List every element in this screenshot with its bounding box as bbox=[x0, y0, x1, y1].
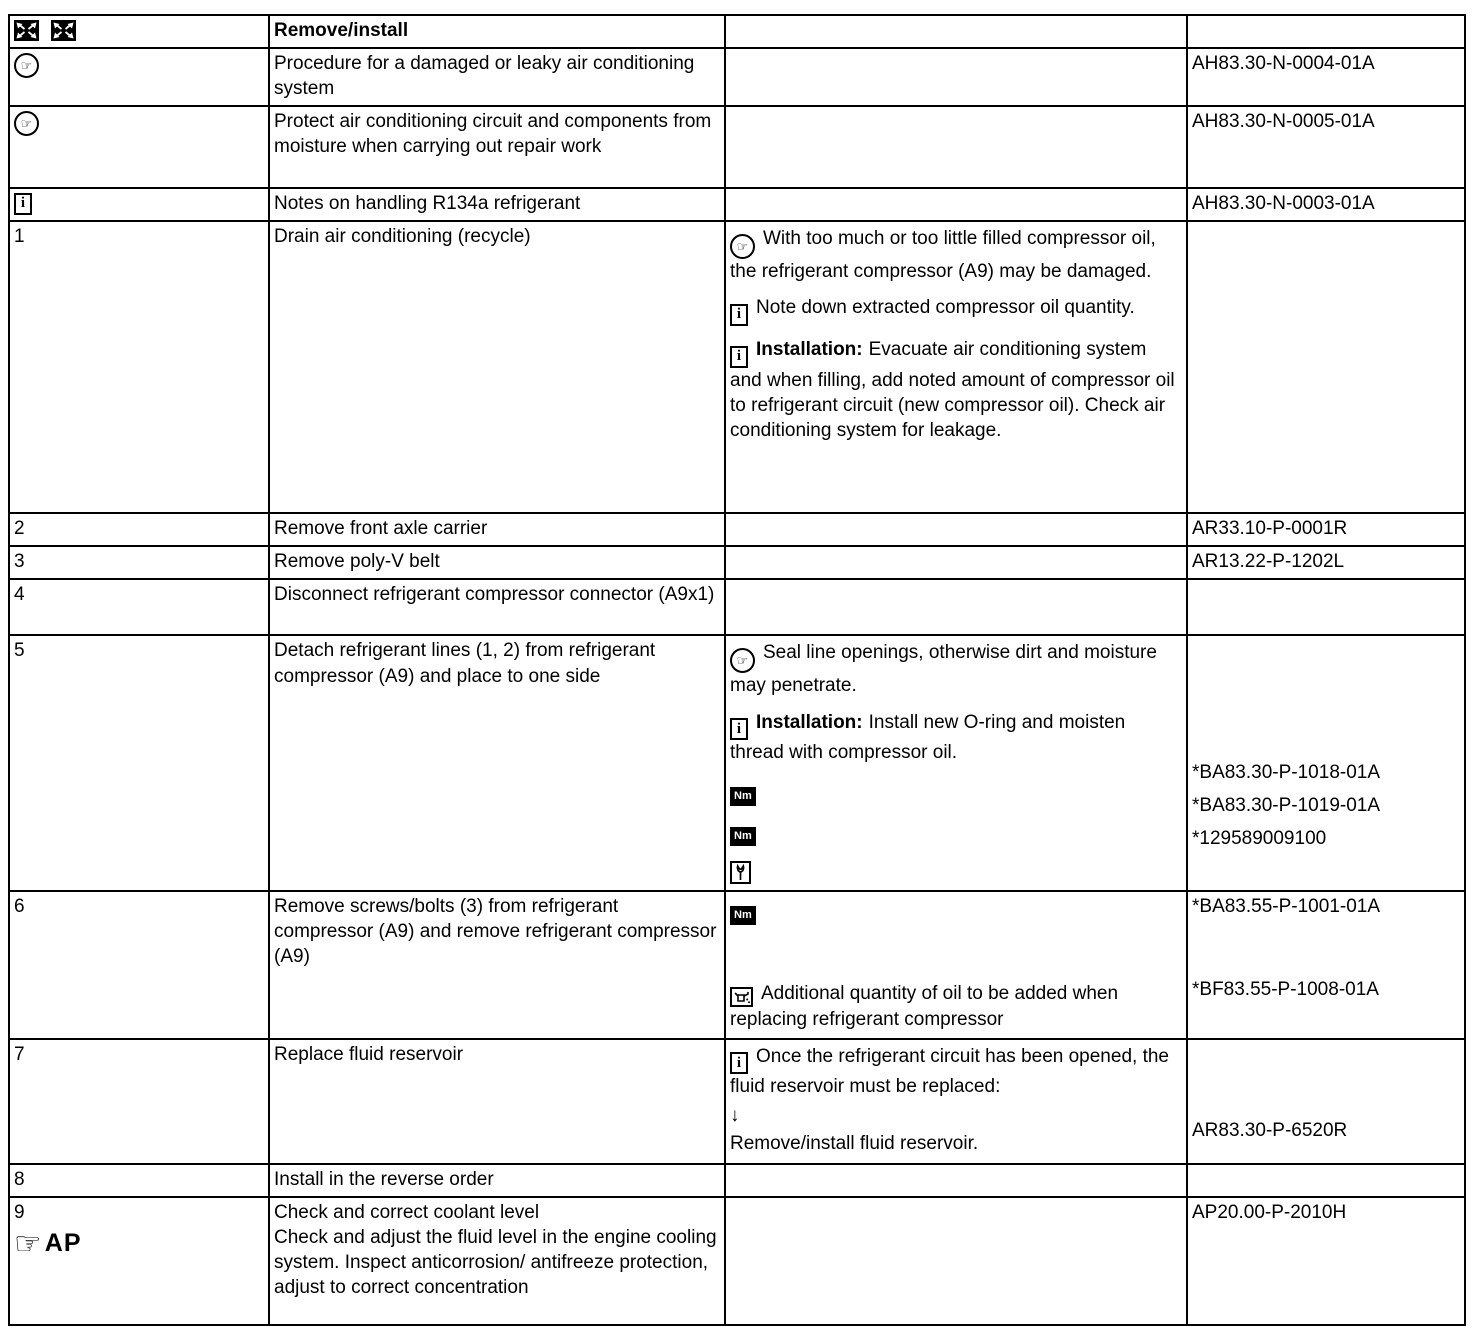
info-icon: i bbox=[730, 1052, 748, 1074]
notes-cell bbox=[725, 1039, 1187, 1164]
table-row bbox=[9, 15, 1465, 48]
refs-cell bbox=[1187, 221, 1465, 513]
task-cell bbox=[269, 513, 725, 546]
note bbox=[730, 640, 1181, 698]
task-text bbox=[274, 1042, 719, 1067]
note bbox=[730, 337, 1181, 443]
document-ref[interactable]: *BA83.30-P-1019-01A bbox=[1192, 795, 1381, 817]
step-number bbox=[14, 582, 263, 607]
pointing-hand-warning-icon: ☞ bbox=[14, 53, 39, 78]
task-line: Protect air conditioning circuit and components from moisture when carrying out repair work bbox=[274, 111, 712, 158]
note bbox=[730, 1131, 1181, 1156]
table-row bbox=[9, 188, 1465, 221]
note bbox=[730, 777, 1181, 806]
refs-cell bbox=[1187, 48, 1465, 106]
note bbox=[730, 226, 1181, 284]
info-icon: i bbox=[730, 718, 748, 740]
step-cell bbox=[9, 891, 269, 1039]
document-ref[interactable]: AR33.10-P-0001R bbox=[1192, 518, 1348, 540]
step-icons bbox=[14, 20, 263, 41]
note-text: Additional quantity of oil to be added when replacing refrigerant compressor bbox=[730, 982, 1119, 1030]
refs-cell bbox=[1187, 513, 1465, 546]
task-line: Notes on handling R134a refrigerant bbox=[274, 193, 581, 215]
notes-cell bbox=[725, 546, 1187, 579]
document-ref[interactable]: AH83.30-N-0003-01A bbox=[1192, 193, 1375, 215]
step-cell bbox=[9, 106, 269, 188]
note bbox=[730, 896, 1181, 925]
refs-cell bbox=[1187, 1039, 1465, 1164]
step-icons bbox=[14, 53, 263, 78]
note-text: Remove/install fluid reservoir. bbox=[730, 1132, 979, 1154]
step-cell bbox=[9, 188, 269, 221]
special-tool-icon bbox=[730, 861, 751, 884]
notes-cell bbox=[725, 1197, 1187, 1325]
notes-cell bbox=[725, 106, 1187, 188]
note bbox=[730, 857, 1181, 884]
task-text bbox=[274, 549, 719, 574]
step-number-text: 9 bbox=[14, 1201, 25, 1223]
ap-label[interactable]: AP bbox=[44, 1228, 82, 1257]
table-row bbox=[9, 579, 1465, 635]
document-ref[interactable]: AR83.30-P-6520R bbox=[1192, 1119, 1348, 1141]
note bbox=[730, 1044, 1181, 1100]
document-ref[interactable]: AP20.00-P-2010H bbox=[1192, 1201, 1347, 1223]
task-line: Remove screws/bolts (3) from refrigerant compressor (A9) and remove refrigerant compressor (A9) bbox=[274, 895, 717, 967]
task-text bbox=[274, 516, 719, 541]
note bbox=[730, 295, 1181, 326]
step-number-text: 1 bbox=[14, 226, 25, 248]
step-number bbox=[14, 1167, 263, 1192]
step-number-text: 2 bbox=[14, 518, 25, 540]
step-number-text: 5 bbox=[14, 640, 25, 662]
note bbox=[730, 1103, 1181, 1128]
step-cell bbox=[9, 513, 269, 546]
step-cell bbox=[9, 1197, 269, 1325]
step-number bbox=[14, 549, 263, 574]
pointing-hand-warning-icon: ☞ bbox=[730, 234, 755, 259]
task-text bbox=[274, 191, 719, 216]
document-ref[interactable]: AR13.22-P-1202L bbox=[1192, 551, 1345, 573]
task-text bbox=[274, 1167, 719, 1192]
document-ref[interactable]: AH83.30-N-0004-01A bbox=[1192, 53, 1375, 75]
expand-arrows-icon[interactable] bbox=[51, 20, 76, 41]
info-icon: i bbox=[730, 304, 748, 326]
note bbox=[730, 817, 1181, 846]
document-ref[interactable]: AH83.30-N-0005-01A bbox=[1192, 111, 1375, 133]
note-text: With too much or too little filled compressor oil, the refrigerant compressor (A9) may be damaged. bbox=[730, 228, 1156, 283]
task-cell bbox=[269, 221, 725, 513]
step-icons bbox=[14, 1227, 263, 1260]
notes-cell bbox=[725, 635, 1187, 890]
task-text bbox=[274, 51, 719, 101]
task-text bbox=[274, 1200, 719, 1300]
table-row bbox=[9, 546, 1465, 579]
note-text: Note down extracted compressor oil quantity. bbox=[756, 297, 1135, 319]
task-line: Drain air conditioning (recycle) bbox=[274, 226, 531, 248]
step-cell bbox=[9, 1164, 269, 1197]
note-text: Once the refrigerant circuit has been opened, the fluid reservoir must be replaced: bbox=[730, 1045, 1169, 1098]
task-text bbox=[274, 109, 719, 159]
task-line: Check and adjust the fluid level in the engine cooling system. Inspect anticorrosion/ antifreeze protection, adjust to correct concentration bbox=[274, 1226, 717, 1299]
notes-cell bbox=[725, 15, 1187, 48]
task-cell bbox=[269, 1197, 725, 1325]
pointing-hand-warning-icon: ☞ bbox=[730, 648, 755, 673]
note-text: Evacuate air conditioning system and when filling, add noted amount of compressor oil to refrigerant circuit (new compressor oil). Check air conditioning system for leakage. bbox=[730, 339, 1175, 442]
refs-cell bbox=[1187, 188, 1465, 221]
notes-cell bbox=[725, 221, 1187, 513]
notes-cell bbox=[725, 48, 1187, 106]
refs-cell bbox=[1187, 546, 1465, 579]
info-icon: i bbox=[14, 193, 32, 215]
notes-cell bbox=[725, 513, 1187, 546]
note-text: Seal line openings, otherwise dirt and moisture may penetrate. bbox=[730, 642, 1157, 697]
document-ref[interactable]: *BA83.30-P-1018-01A bbox=[1192, 762, 1381, 784]
table-row bbox=[9, 221, 1465, 513]
task-cell bbox=[269, 546, 725, 579]
task-line: Remove front axle carrier bbox=[274, 518, 488, 540]
step-cell bbox=[9, 15, 269, 48]
notes-cell bbox=[725, 188, 1187, 221]
task-cell bbox=[269, 891, 725, 1039]
document-ref[interactable]: *BF83.55-P-1008-01A bbox=[1192, 978, 1379, 1000]
task-text bbox=[274, 894, 719, 969]
refs-cell bbox=[1187, 579, 1465, 635]
step-number-text: 6 bbox=[14, 895, 25, 917]
task-line: Remove/install bbox=[274, 20, 409, 41]
document-ref[interactable]: *BA83.55-P-1001-01A bbox=[1192, 895, 1381, 917]
torque-nm-icon: Nm bbox=[730, 827, 756, 846]
notes-cell bbox=[725, 1164, 1187, 1197]
step-cell bbox=[9, 48, 269, 106]
pointing-hand-warning-icon: ☞ bbox=[14, 111, 39, 136]
step-cell bbox=[9, 579, 269, 635]
refs-cell bbox=[1187, 1164, 1465, 1197]
table-row bbox=[9, 48, 1465, 106]
note bbox=[730, 981, 1181, 1032]
step-number bbox=[14, 894, 263, 919]
task-cell bbox=[269, 635, 725, 890]
note bbox=[730, 710, 1181, 766]
table-row bbox=[9, 1164, 1465, 1197]
torque-nm-icon: Nm bbox=[730, 787, 756, 806]
task-line: Detach refrigerant lines (1, 2) from refrigerant compressor (A9) and place to one side bbox=[274, 640, 656, 687]
task-line: Check and correct coolant level bbox=[274, 1201, 540, 1223]
refs-cell bbox=[1187, 15, 1465, 48]
task-cell bbox=[269, 15, 725, 48]
table-row bbox=[9, 1197, 1465, 1325]
step-number-text: 4 bbox=[14, 584, 25, 606]
task-text bbox=[274, 638, 719, 688]
refs-cell bbox=[1187, 635, 1465, 890]
step-cell bbox=[9, 221, 269, 513]
step-cell bbox=[9, 1039, 269, 1164]
step-number bbox=[14, 516, 263, 541]
task-line: Remove poly-V belt bbox=[274, 551, 440, 573]
note-text: Install new O-ring and moisten thread with compressor oil. bbox=[730, 711, 1126, 764]
step-cell bbox=[9, 546, 269, 579]
task-line: Procedure for a damaged or leaky air conditioning system bbox=[274, 53, 695, 100]
step-number bbox=[14, 638, 263, 663]
refs-cell bbox=[1187, 106, 1465, 188]
task-cell bbox=[269, 188, 725, 221]
document-ref[interactable]: *129589009100 bbox=[1192, 828, 1327, 850]
step-icons bbox=[14, 111, 263, 136]
step-number-text: 3 bbox=[14, 551, 25, 573]
task-cell bbox=[269, 1039, 725, 1164]
task-text bbox=[274, 224, 719, 249]
task-cell bbox=[269, 106, 725, 188]
torque-nm-icon: Nm bbox=[730, 906, 756, 925]
task-line: Disconnect refrigerant compressor connector (A9x1) bbox=[274, 584, 715, 606]
table-row bbox=[9, 513, 1465, 546]
step-number-text: 7 bbox=[14, 1043, 25, 1065]
procedure-table bbox=[8, 14, 1466, 1326]
note-text: ↓ bbox=[730, 1104, 740, 1126]
step-cell bbox=[9, 635, 269, 890]
info-icon: i bbox=[730, 346, 748, 368]
table-row bbox=[9, 891, 1465, 1039]
step-number bbox=[14, 1042, 263, 1067]
task-text bbox=[274, 18, 719, 43]
task-text bbox=[274, 582, 719, 607]
refs-cell bbox=[1187, 891, 1465, 1039]
expand-arrows-icon[interactable] bbox=[14, 20, 39, 41]
task-line: Replace fluid reservoir bbox=[274, 1043, 464, 1065]
table-row bbox=[9, 635, 1465, 890]
step-number-text: 8 bbox=[14, 1168, 25, 1190]
step-icons bbox=[14, 193, 263, 215]
task-cell bbox=[269, 1164, 725, 1197]
notes-cell bbox=[725, 891, 1187, 1039]
oil-can-icon bbox=[730, 987, 753, 1007]
task-line: Install in the reverse order bbox=[274, 1168, 494, 1190]
pointing-hand-ap-icon[interactable]: ☞ bbox=[14, 1225, 42, 1261]
step-number bbox=[14, 224, 263, 249]
step-number bbox=[14, 1200, 263, 1225]
note-bold-text: Installation: bbox=[756, 711, 863, 733]
table-row bbox=[9, 106, 1465, 188]
note-bold-text: Installation: bbox=[756, 339, 863, 361]
task-cell bbox=[269, 48, 725, 106]
table-row bbox=[9, 1039, 1465, 1164]
refs-cell bbox=[1187, 1197, 1465, 1325]
notes-cell bbox=[725, 579, 1187, 635]
task-cell bbox=[269, 579, 725, 635]
